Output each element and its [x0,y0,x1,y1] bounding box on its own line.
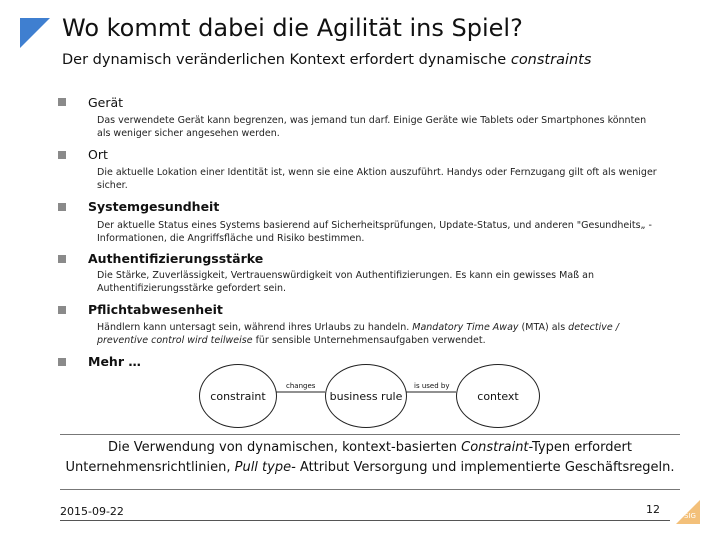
item-title-ort: Ort [88,147,108,162]
slide-title: Wo kommt dabei die Agilität ins Spiel? [62,14,523,42]
conclusion-italic: Pull type- [234,460,296,475]
desc-part-italic: detective / preventive control wird teilweise [97,322,619,346]
conclusion-box [60,434,680,490]
desc-part: für sensible Unternehmensaufgaben verwendet. [252,334,486,346]
item-title-mehr: Mehr … [88,354,141,369]
node-constraint: constraint [199,364,277,428]
item-title-geraet: Gerät [88,95,124,110]
page-number: 12 [646,503,660,516]
conclusion-text: Attribut Versorgung und implementierte Geschäftsregeln. [295,460,675,475]
item-title-systemgesundheit: Systemgesundheit [88,199,220,214]
subtitle-text: Der dynamisch veränderlichen Kontext erfordert dynamische [62,52,511,68]
subtitle-italic: constraints [510,52,592,68]
edge-label-used-by: is used by [414,382,450,390]
node-business-rule: business rule [325,364,407,428]
node-context: context [456,364,540,428]
footer-date: 2015-09-22 [60,505,124,518]
desc-part: (MTA) als [518,322,569,333]
item-desc-ort: Die aktuelle Lokation einer Identität ist, wenn sie eine Aktion auszuführt. Handys oder Fernzugang gilt oft als weniger sicher. [97,167,657,191]
edge-label-changes: changes [286,382,316,390]
item-title-authentifizierungsstaerke: Authentifizierungsstärke [88,251,264,266]
footer-divider [60,520,670,521]
desc-part: Händlern kann untersagt sein, während ihres Urlaubs zu handeln. [97,322,413,333]
conclusion-text: -Typen erfordert Unternehmensrichtlinien, [65,440,632,475]
item-desc-systemgesundheit: Der aktuelle Status eines Systems basierend auf Sicherheitsprüfungen, Update-Status, und anderen "Gesundheits„ -Informationen, die Angriffsfläche und Risiko bestimmen. [97,220,652,244]
conclusion-italic: Constraint [461,440,529,455]
conclusion-text: Die Verwendung von dynamischen, kontext-basierten [108,440,462,455]
item-desc-geraet: Das verwendete Gerät kann begrenzen, was jemand tun darf. Einige Geräte wie Tablets oder Smartphones könnten als weniger sicher angesehen werden. [97,115,647,139]
desc-part-italic: Mandatory Time Away [412,322,519,333]
item-title-pflichtabwesenheit: Pflichtabwesenheit [88,302,223,317]
logo-text: SIG [684,512,696,520]
item-desc-authentifizierungsstaerke: Die Stärke, Zuverlässigkeit, Vertrauenswürdigkeit von Authentifizierungen. Es kann ein gewisses Maß an Authentifizierungsstärke gefordert sein. [97,270,594,294]
